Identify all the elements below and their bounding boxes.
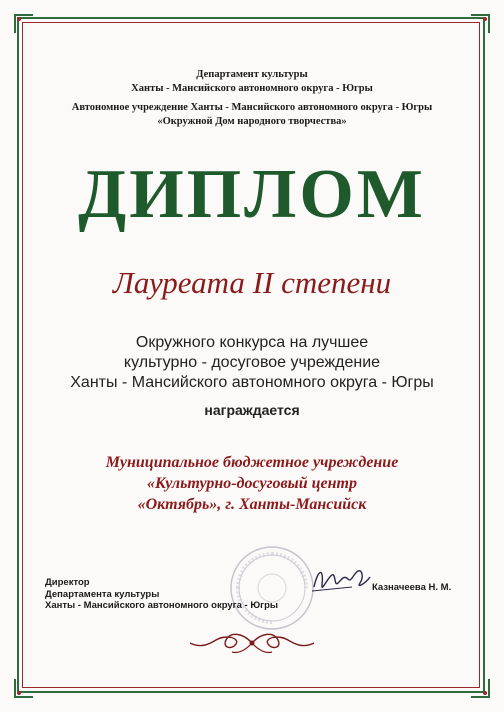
institution-header <box>30 101 474 129</box>
institution-line: Автономное учреждение Ханты - Мансийского автономного округа - Югры <box>71 102 433 113</box>
signer-name: Казначеева Н. М. <box>372 582 452 593</box>
corner-ornament-bottom-left <box>13 677 35 699</box>
laureate-degree: Лауреата II степени <box>112 265 392 300</box>
department-line: Департамент культуры <box>196 69 308 80</box>
institution-name-line: «Окружной Дом народного творчества» <box>157 116 347 127</box>
department-region-line: Ханты - Мансийского автономного округа - Югры <box>131 83 373 94</box>
recipient-line-1: Муниципальное бюджетное учреждение <box>105 454 399 471</box>
corner-ornament-top-right <box>469 13 491 35</box>
handwritten-signature <box>308 557 372 601</box>
contest-line-1: Окружного конкурса на лучшее <box>135 334 369 351</box>
contest-description <box>30 333 474 393</box>
recipient-line-2: «Культурно-досуговый центр <box>147 475 357 492</box>
awarded-label: награждается <box>204 402 300 418</box>
director-title-block <box>45 577 278 612</box>
contest-line-2: культурно - досуговое учреждение <box>123 354 381 371</box>
recipient-block <box>30 452 474 515</box>
recipient-line-3: «Октябрь», г. Ханты-Мансийск <box>137 496 367 513</box>
corner-ornament-top-left <box>13 13 35 35</box>
decorative-flourish <box>186 628 318 658</box>
corner-ornament-bottom-right <box>469 677 491 699</box>
diploma-title: ДИПЛОМ <box>78 156 426 233</box>
director-line-3: Ханты - Мансийского автономного округа - Югры <box>45 600 279 611</box>
director-line-1: Директор <box>45 577 90 588</box>
contest-line-3: Ханты - Мансийского автономного округа - Югры <box>70 374 434 391</box>
department-header <box>30 68 474 96</box>
director-line-2: Департамента культуры <box>45 588 160 600</box>
